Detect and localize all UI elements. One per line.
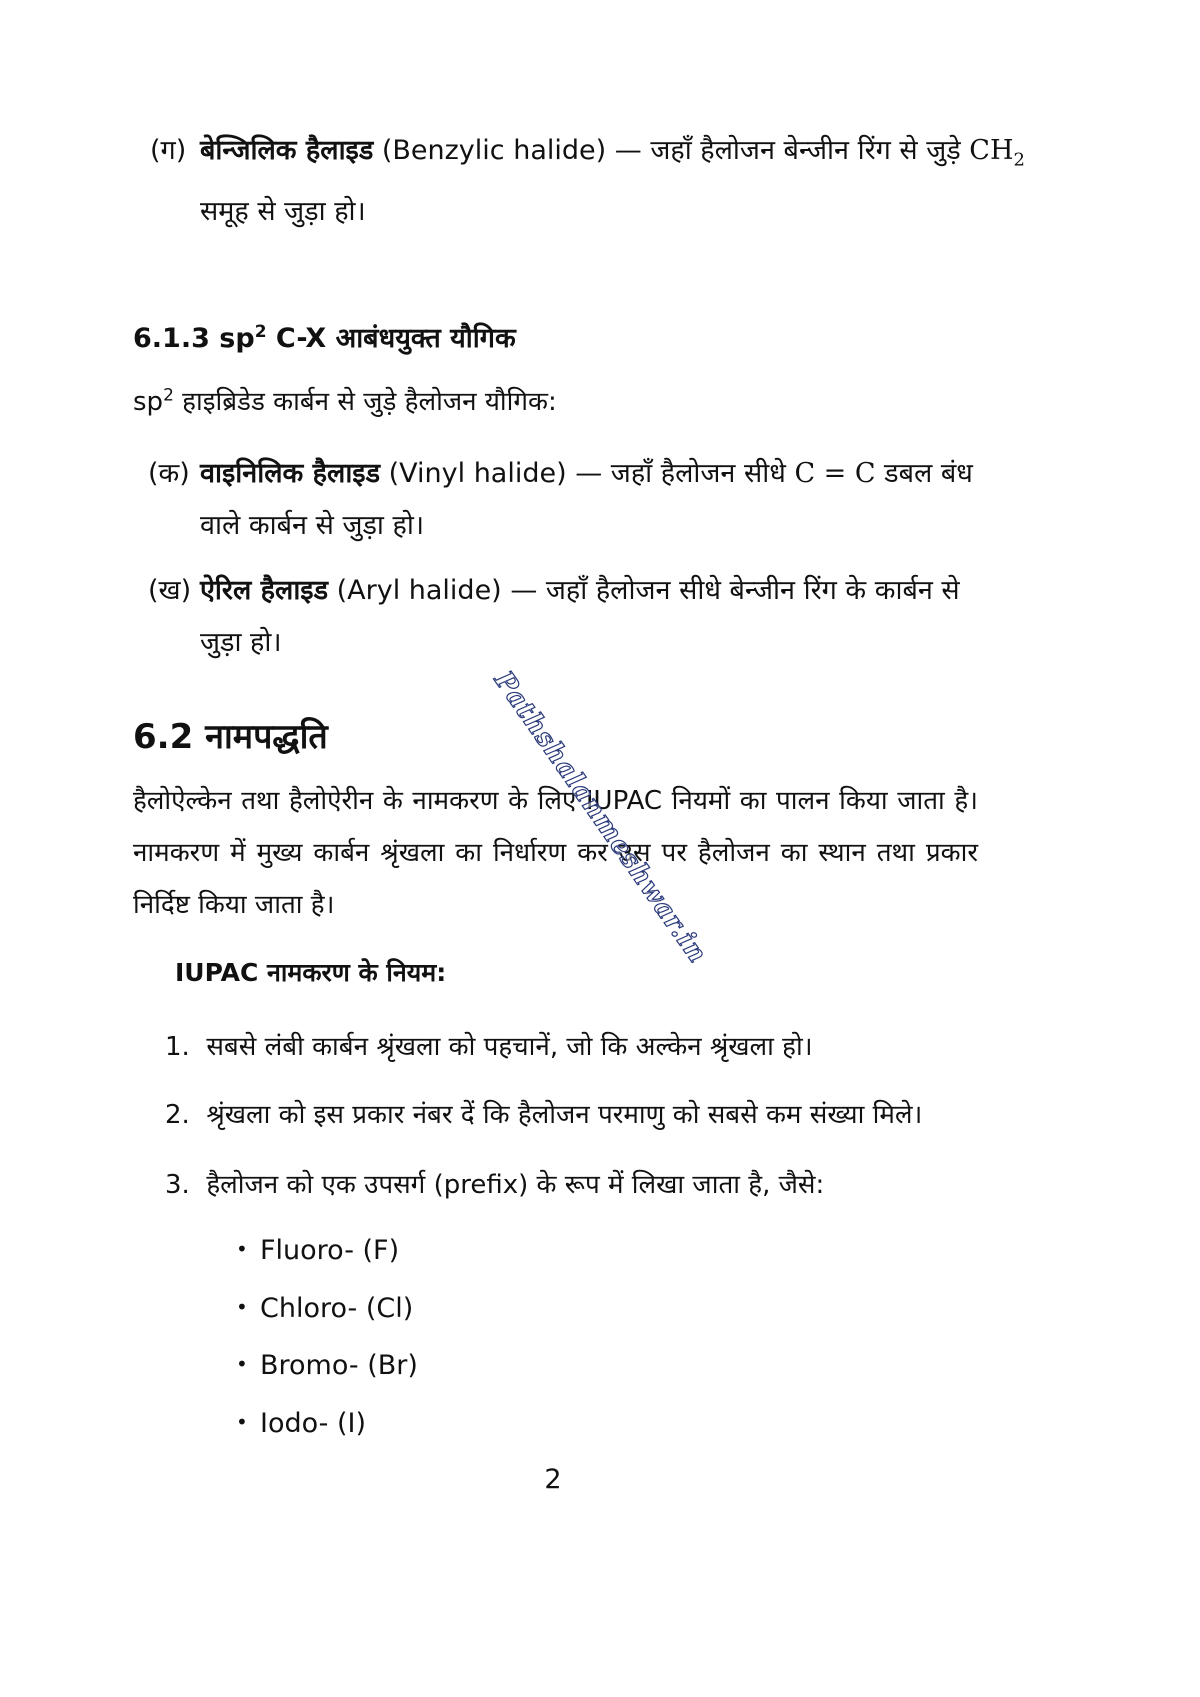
- list-label-ka: (क): [148, 458, 190, 489]
- nomenclature-paragraph: हैलोऐल्केन तथा हैलोऐरीन के नामकरण के लिए IUPAC नियमों का पालन किया जाता है। नामकरण में मुख्य कार्बन श्रृंखला का निर्धारण कर उस पर हैलोजन का स्थान तथा प्रकार निर्दिष्ट किया जाता है।: [133, 786, 978, 920]
- sp2-intro: $sp^2$ हाइब्रिडेड कार्बन से जुड़े हैलोजन यौगिक:: [133, 385, 557, 417]
- benzylic-desc: — जहाँ हैलोजन बेन्जीन रिंग से जुड़े: [606, 135, 970, 166]
- benzylic-halide-item: [200, 125, 1070, 238]
- prefix-item: • Bromo- (Br): [236, 1350, 418, 1381]
- benzylic-desc-end: समूह से जुड़ा हो।: [200, 196, 366, 228]
- prefix-item: • Fluoro- (F): [236, 1235, 400, 1266]
- benzylic-term: बेन्जिलिक हैलाइड: [200, 135, 374, 166]
- subsection-heading: 6.1.3 $sp^2$ C-X आबंधयुक्त यौगिक: [133, 322, 516, 354]
- rule-item: 2. श्रृंखला को इस प्रकार नंबर दें कि हैलोजन परमाणु को सबसे कम संख्या मिले।: [165, 1100, 923, 1130]
- aryl-halide-item: ऐरिल हैलाइड (Aryl halide) — जहाँ हैलोजन सीधे बेन्जीन रिंग के कार्बन से जुड़ा हो।: [200, 575, 960, 658]
- c-c-double-bond: C = C: [794, 458, 876, 489]
- benzylic-english: (Benzylic halide): [381, 135, 607, 166]
- watermark: Pathshalanmeshwar.in: [488, 666, 713, 969]
- aryl-english: (Aryl halide): [336, 575, 502, 606]
- bullet-icon: •: [236, 1352, 248, 1376]
- vinylic-english: (Vinyl halide): [388, 458, 567, 489]
- section-heading: 6.2 नामपद्धति: [133, 717, 328, 757]
- vinylic-halide-item: वाइनिलिक हैलाइड (Vinyl halide) — जहाँ हैलोजन सीधे C = C डबल बंध वाले कार्बन से जुड़ा हो।: [200, 458, 973, 541]
- page-number: 2: [544, 1464, 562, 1495]
- prefix-item: • Chloro- (Cl): [236, 1293, 414, 1324]
- rules-heading: IUPAC नामकरण के नियम:: [175, 958, 447, 987]
- list-label-kha: (ख): [148, 575, 192, 606]
- bullet-icon: •: [236, 1237, 248, 1261]
- prefix-item: • Iodo- (I): [236, 1408, 366, 1439]
- ch2-formula: $CH_2$: [969, 135, 1025, 171]
- rule-item: 3. हैलोजन को एक उपसर्ग (prefix) के रूप में लिखा जाता है, जैसे:: [165, 1170, 825, 1200]
- aryl-term: ऐरिल हैलाइड: [200, 575, 329, 606]
- list-label-ga: (ग): [150, 135, 187, 166]
- bullet-icon: •: [236, 1410, 248, 1434]
- bullet-icon: •: [236, 1295, 248, 1319]
- vinylic-term: वाइनिलिक हैलाइड: [200, 458, 381, 489]
- rule-item: 1. सबसे लंबी कार्बन श्रृंखला को पहचानें, जो कि अल्केन श्रृंखला हो।: [165, 1032, 813, 1062]
